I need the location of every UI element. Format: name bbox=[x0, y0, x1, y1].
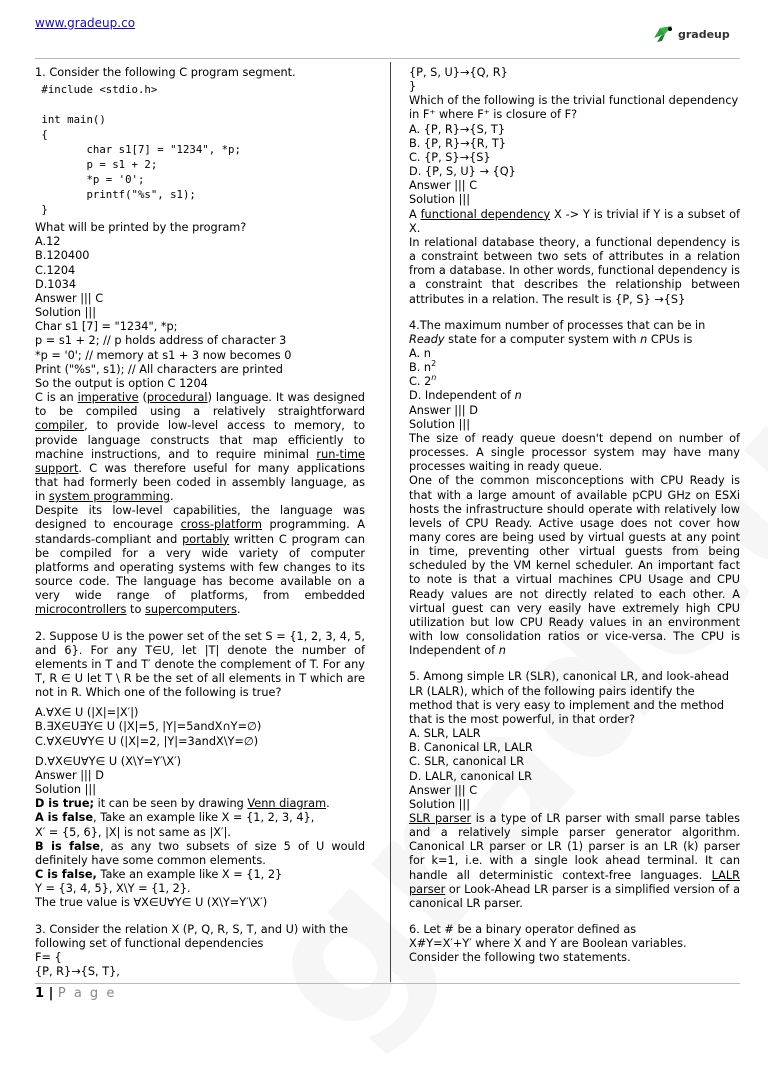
q2-expl-3: X′ = {5, 6}, |X| is not same as |X′|. bbox=[35, 825, 231, 839]
q4-expl-2: One of the common misconceptions with CPU Ready is that with a large amount of available pCPU GHz on ESXi hosts the infrastructure should operate with relatively low levels of CPU Ready. Active usage does not cover how many cores are being used by virtual guests at any point in time, preventing other virtual guests from being scheduled by the VM kernel scheduler. An important fact to note is that a virtual machines CPU Usage and CPU Ready values are not directly related to each other. A virtual guest can very easily have extremely high CPU utilization but low CPU Ready values in an environment with low consolidation ratios or vice-versa. The CPU is Independent of n bbox=[409, 474, 740, 658]
link-compiler[interactable]: compiler bbox=[35, 419, 85, 433]
page-number: 1 bbox=[35, 986, 45, 1001]
q3-option-a: A. {P, R}→{S, T} bbox=[409, 122, 506, 136]
q3-expl-1: A functional dependency X -> Y is trivial if Y is a subset of X. bbox=[409, 207, 740, 235]
q3-fd-1: {P, R}→{S, T}, bbox=[35, 964, 120, 978]
link-venn-diagram[interactable]: Venn diagram bbox=[247, 797, 327, 811]
q2-expl-4: B is false, as any two subsets of size 5 of U would definitely have some common elements. bbox=[35, 839, 365, 867]
brand-logo bbox=[652, 24, 730, 44]
q1-sol-line1: Char s1 [7] = "1234", *p; bbox=[35, 320, 178, 334]
q4-stem: 4.The maximum number of processes that can be in Ready state for a computer system with n CPUs is bbox=[409, 318, 706, 346]
link-runtime-support[interactable]: run-time support bbox=[35, 447, 365, 475]
link-supercomputers[interactable]: supercomputers bbox=[144, 603, 237, 617]
q1-answer: Answer ||| C bbox=[35, 291, 104, 305]
q6-definition: X#Y=X′+Y′ where X and Y are Boolean variables. bbox=[409, 937, 687, 951]
q3-f-open: F= { bbox=[35, 950, 62, 964]
q2-expl-7: The true value is ∀X∈U∀Y∈ U (X\Y=Y′\X′) bbox=[35, 896, 268, 910]
q3-f-close: } bbox=[409, 80, 417, 94]
q2-answer: Answer ||| D bbox=[35, 768, 104, 782]
c-portability-paragraph: Despite its low-level capabilities, the language was designed to encourage cross-platform programming. A standards-compliant and portably written C program can be compiled for a very wide variety of computer platforms and operating systems with few changes to its source code. The language has become available on a very wide range of platforms, from embedded microcontrollers to supercomputers. bbox=[35, 504, 366, 617]
link-slr-parser[interactable]: SLR parser bbox=[409, 811, 472, 825]
q4-solution: Solution ||| bbox=[409, 417, 471, 431]
page-footer bbox=[35, 986, 116, 1001]
link-lalr-parser[interactable]: LALR parser bbox=[409, 868, 740, 896]
q1-option-d: D.1034 bbox=[35, 277, 77, 291]
link-functional-dependency[interactable]: functional dependency bbox=[420, 207, 551, 221]
q4-option-b: B. $n^2$ bbox=[409, 359, 437, 375]
q3-expl-2: In relational database theory, a functional dependency is a constraint between two sets of attributes in a relation from a database. In other words, functional dependency is a constraint that describes the relationship between attributes in a relation. The result is {P, S} →{S} bbox=[409, 235, 740, 306]
q3-option-d: D. {P, S, U} → {Q} bbox=[409, 165, 516, 179]
link-cross-platform[interactable]: cross-platform bbox=[180, 518, 262, 532]
q2-expl-2: A is false, Take an example like X = {1, 2, 3, 4}, bbox=[35, 811, 315, 825]
q4-expl-1: The size of ready queue doesn't depend on number of processes. A single processor system may have many processes waiting in ready queue. bbox=[409, 431, 740, 474]
q1-sol-line2: p = s1 + 2; // p holds address of character 3 bbox=[35, 334, 287, 348]
q1-option-a: A.12 bbox=[35, 235, 61, 249]
link-imperative[interactable]: imperative bbox=[77, 391, 139, 405]
q5-option-c: C. SLR, canonical LR bbox=[409, 755, 525, 769]
link-portably[interactable]: portably bbox=[182, 532, 230, 546]
q1-sol-line5: So the output is option C 1204 bbox=[35, 376, 208, 390]
link-system-programming[interactable]: system programming bbox=[48, 490, 171, 504]
q4-option-a: A. n bbox=[409, 346, 431, 360]
q3-answer: Answer ||| C bbox=[409, 179, 478, 193]
q5-option-d: D. LALR, canonical LR bbox=[409, 769, 532, 783]
c-language-paragraph: C is an imperative (procedural) language. It was designed to be compiled using a relatively straightforward compiler, to provide low-level access to memory, to provide language constructs that map efficiently to machine instructions, and to require minimal run-time support. C was therefore useful for many applications that had formerly been coded in assembly language, as in system programming. bbox=[35, 391, 365, 504]
link-procedural[interactable]: procedural bbox=[146, 391, 208, 405]
footer-divider bbox=[35, 983, 740, 984]
link-microcontrollers[interactable]: microcontrollers bbox=[35, 603, 127, 617]
q2-expl-5: C is false, Take an example like X = {1, 2} bbox=[35, 868, 283, 882]
q3-stem: 3. Consider the relation X (P, Q, R, S, T, and U) with the following set of functional dependencies bbox=[35, 922, 348, 950]
q2-option-b: B.∃X∈U∃Y∈ U (|X|=5, |Y|=5andX∩Y=∅) bbox=[35, 720, 262, 734]
q2-option-a: A.∀X∈ U (|X|=|X′|) bbox=[35, 706, 139, 720]
right-column bbox=[409, 66, 740, 966]
q1-sol-line3: *p = '0'; // memory at s1 + 3 now becomes 0 bbox=[35, 348, 292, 362]
left-column bbox=[35, 66, 365, 979]
page-label: P a g e bbox=[57, 986, 117, 1001]
q1-option-b: B.120400 bbox=[35, 249, 90, 263]
q3-solution: Solution ||| bbox=[409, 193, 471, 207]
q2-expl-1: D is true; it can be seen by drawing Venn diagram. bbox=[35, 797, 330, 811]
q3-option-b: B. {P, R}→{R, T} bbox=[409, 136, 506, 150]
q2-option-c: C.∀X∈U∀Y∈ U (|X|=2, |Y|=3andX\Y=∅) bbox=[35, 734, 259, 748]
q1-option-c: C.1204 bbox=[35, 263, 76, 277]
q5-expl: SLR parser is a type of LR parser with small parse tables and a relatively simple parser generator algorithm. Canonical LR parser or LR (1) parser is an LR (k) parser for k=1, i.e. with a single look ahead terminal. It can handle all deterministic context-free languages. LALR parser or Look-Ahead LR parser is a simplified version of a canonical LR parser. bbox=[409, 811, 740, 910]
q1-sol-line4: Print ("%s", s1); // All characters are printed bbox=[35, 362, 283, 376]
header-divider bbox=[35, 58, 740, 59]
q4-option-c: C. 2$^n$ bbox=[409, 373, 437, 389]
q1-stem: 1. Consider the following C program segment. bbox=[35, 66, 296, 79]
q4-option-d: D. Independent of n bbox=[409, 389, 522, 403]
q5-solution: Solution ||| bbox=[409, 797, 471, 811]
gradeup-logo-icon bbox=[652, 24, 674, 44]
q6-stem: 6. Let # be a binary operator defined as bbox=[409, 923, 637, 937]
q5-answer: Answer ||| C bbox=[409, 783, 478, 797]
q3-fd-2: {P, S, U}→{Q, R} bbox=[409, 66, 508, 79]
site-link[interactable]: www.gradeup.co bbox=[35, 16, 136, 30]
q2-solution: Solution ||| bbox=[35, 783, 97, 797]
q1-solution: Solution ||| bbox=[35, 306, 97, 320]
column-divider bbox=[390, 62, 391, 982]
footer-separator: | bbox=[44, 986, 58, 1001]
q1-code: #include <stdio.h> int main() { char s1[7] = "1234", *p; p = s1 + 2; *p = '0'; printf("%s", s1); } bbox=[41, 83, 241, 217]
q2-option-d: D.∀X∈U∀Y∈ U (X\Y=Y′\X′) bbox=[35, 754, 182, 768]
q2-stem: 2. Suppose U is the power set of the set S = {1, 2, 3, 4, 5, and 6}. For any T∈U, let |T| denote the number of elements in T and T′ denote the complement of T. For any T, R ∈ U let T \ R be the set of all elements in T which are not in R. Which one of the following is true? bbox=[35, 629, 365, 700]
q6-next: Consider the following two statements. bbox=[409, 951, 631, 965]
q1-question: What will be printed by the program? bbox=[35, 221, 247, 235]
q5-option-b: B. Canonical LR, LALR bbox=[409, 741, 533, 755]
q5-option-a: A. SLR, LALR bbox=[409, 727, 481, 741]
q5-stem: 5. Among simple LR (SLR), canonical LR, and look-ahead LR (LALR), which of the following pairs identify the method that is very easy to implement and the method that is the most powerful, in that order? bbox=[409, 670, 730, 726]
logo-text: gradeup bbox=[678, 27, 730, 41]
q4-answer: Answer ||| D bbox=[409, 403, 478, 417]
q3-question: Which of the following is the trivial functional dependency in F⁺ where F⁺ is closure of F? bbox=[409, 94, 739, 122]
q2-expl-6: Y = {3, 4, 5}, X\Y = {1, 2}. bbox=[35, 882, 191, 896]
q3-option-c: C. {P, S}→{S} bbox=[409, 150, 491, 164]
